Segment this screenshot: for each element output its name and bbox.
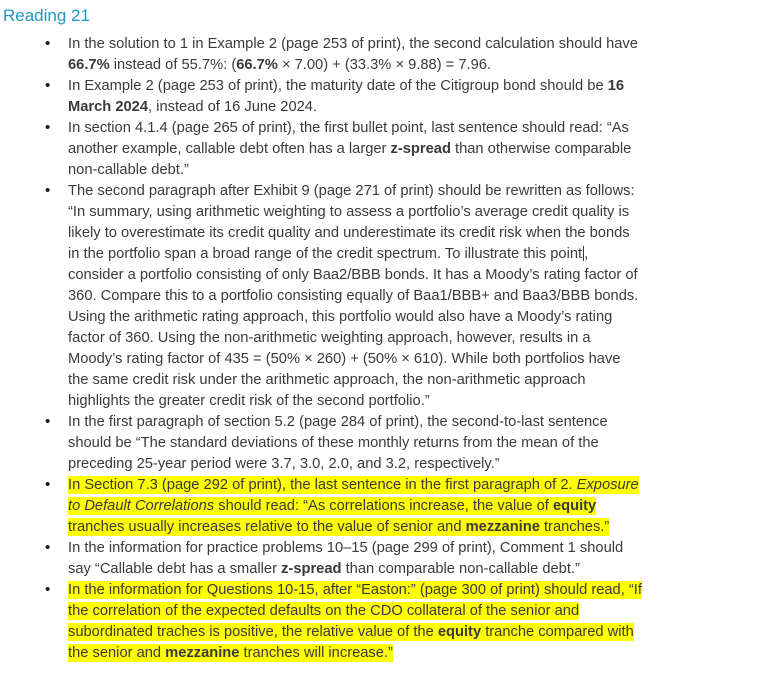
text-segment: × 7.00) + (33.3% × 9.88) = 7.96. xyxy=(277,57,491,73)
highlighted-erratum-text xyxy=(68,581,642,662)
text-segment: In the information for Questions 10-15, after “Easton:” (page 300 of print) should read, “If xyxy=(68,582,642,598)
text-segment: than comparable non-callable debt.” xyxy=(341,561,580,577)
text-segment: the correlation of the expected defaults on the CDO collateral of the senior and xyxy=(68,603,580,619)
text-segment: the same credit risk under the arithmetic approach, the non-arithmetic approach xyxy=(68,372,586,388)
list-item xyxy=(68,538,765,580)
text-segment: Using the arithmetic rating approach, this portfolio would also have a Moody’s rating xyxy=(68,309,613,325)
erratum-text xyxy=(68,414,608,472)
text-segment: , xyxy=(584,246,589,262)
text-segment: In the information for practice problems 10–15 (page 299 of print), Comment 1 should xyxy=(68,540,624,556)
erratum-text xyxy=(68,78,624,115)
text-segment: consider a portfolio consisting of only Baa2/BBB bonds. It has a Moody’s rating factor of xyxy=(68,267,638,283)
text-segment: Exposure xyxy=(576,477,639,493)
text-segment: tranches.” xyxy=(539,519,610,535)
text-segment: March 2024 xyxy=(68,99,149,115)
list-item xyxy=(68,181,765,412)
text-segment: than otherwise comparable xyxy=(450,141,632,157)
erratum-text xyxy=(68,183,638,409)
text-segment: highlights the greater credit risk of the second portfolio.” xyxy=(68,393,430,409)
text-segment: mezzanine xyxy=(465,519,540,535)
text-segment: likely to overestimate its credit quality and underestimate its credit risk when the bonds xyxy=(68,225,630,241)
text-segment: In section 4.1.4 (page 265 of print), the first bullet point, last sentence should read: “As xyxy=(68,120,629,136)
text-segment: say “Callable debt has a smaller xyxy=(68,561,282,577)
text-segment: equity xyxy=(552,498,597,514)
list-item xyxy=(68,412,765,475)
text-segment: to Default Correlations xyxy=(68,498,215,514)
text-segment: tranches usually increases relative to the value of senior and xyxy=(68,519,466,535)
errata-list xyxy=(3,34,765,664)
text-segment: Moody’s rating factor of 435 = (50% × 260) + (50% × 610). While both portfolios have xyxy=(68,351,621,367)
text-segment: another example, callable debt often has a larger xyxy=(68,141,391,157)
text-segment: The second paragraph after Exhibit 9 (page 271 of print) should be rewritten as follows: xyxy=(68,183,635,199)
erratum-text xyxy=(68,36,638,73)
highlighted-erratum-text xyxy=(68,476,639,536)
text-segment: z-spread xyxy=(281,561,342,577)
list-item xyxy=(68,34,765,76)
erratum-text xyxy=(68,540,623,577)
text-segment: 66.7% xyxy=(68,57,110,73)
text-segment: z-spread xyxy=(390,141,451,157)
text-segment: 360. Compare this to a portfolio consisting equally of Baa1/BBB+ and Baa3/BBB bonds. xyxy=(68,288,639,304)
text-segment: in the portfolio span a broad range of the credit spectrum. To illustrate this point xyxy=(68,246,583,262)
text-segment: tranche compared with xyxy=(481,624,634,640)
text-segment: In the first paragraph of section 5.2 (page 284 of print), the second-to-last sentence xyxy=(68,414,608,430)
text-segment: , instead of 16 June 2024. xyxy=(148,99,318,115)
list-item xyxy=(68,76,765,118)
text-segment: In Section 7.3 (page 292 of print), the last sentence in the first paragraph of 2. xyxy=(68,477,577,493)
text-segment: 16 xyxy=(607,78,625,94)
text-segment: In Example 2 (page 253 of print), the maturity date of the Citigroup bond should be xyxy=(68,78,608,94)
text-segment: preceding 25-year period were 3.7, 3.0, 2.0, and 3.2, respectively.” xyxy=(68,456,500,472)
text-segment: should be “The standard deviations of these monthly returns from the mean of the xyxy=(68,435,599,451)
page-title: Reading 21 xyxy=(3,6,90,25)
text-segment: instead of 55.7%: ( xyxy=(109,57,237,73)
text-segment: subordinated traches is positive, the relative value of the xyxy=(68,624,438,640)
list-item xyxy=(68,580,765,664)
list-item xyxy=(68,475,765,538)
text-segment: the senior and xyxy=(68,645,166,661)
text-segment: equity xyxy=(437,624,482,640)
text-segment: non-callable debt.” xyxy=(68,162,189,178)
list-item xyxy=(68,118,765,181)
text-segment: mezzanine xyxy=(165,645,240,661)
erratum-text xyxy=(68,120,631,178)
text-segment: 66.7% xyxy=(236,57,278,73)
text-segment: should read: “As correlations increase, the value of xyxy=(214,498,553,514)
text-segment: In the solution to 1 in Example 2 (page 253 of print), the second calculation should have xyxy=(68,36,638,52)
text-segment: tranches will increase.” xyxy=(239,645,393,661)
text-segment: “In summary, using arithmetic weighting to assess a portfolio’s average credit quality is xyxy=(68,204,630,220)
text-segment: factor of 360. Using the non-arithmetic weighting approach, however, results in a xyxy=(68,330,591,346)
